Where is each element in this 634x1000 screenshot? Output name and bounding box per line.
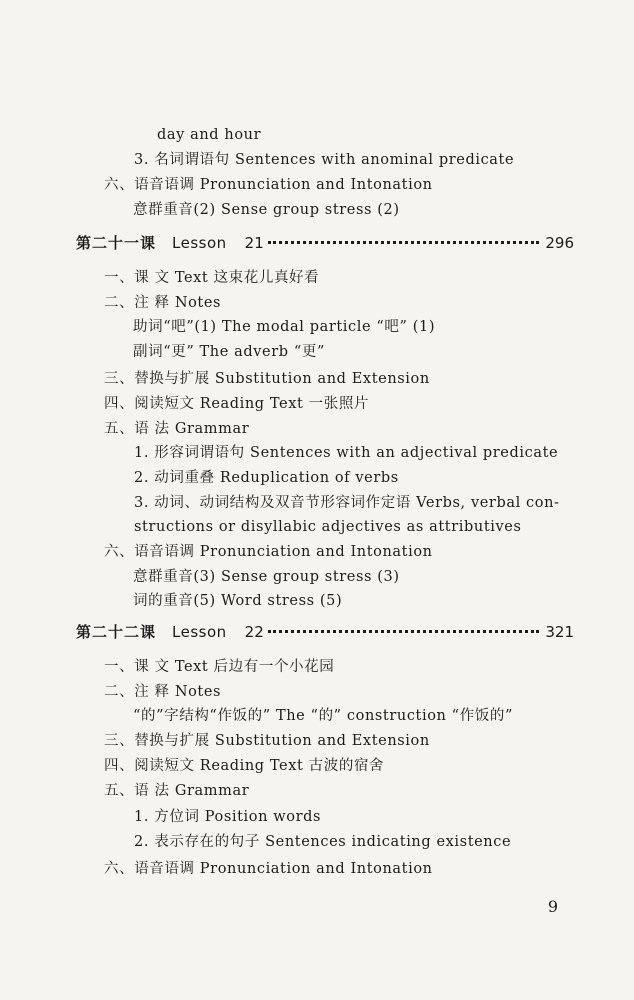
toc-line: 四、阅读短文 Reading Text 一张照片 (104, 396, 370, 412)
toc-line: 2. 表示存在的句子 Sentences indicating existence (134, 834, 512, 850)
toc-line: 二、注 释 Notes (104, 684, 222, 700)
toc-line: day and hour (157, 127, 262, 143)
toc-line: 四、阅读短文 Reading Text 古波的宿舍 (104, 758, 385, 774)
toc-line: 二、注 释 Notes (104, 295, 222, 311)
lesson-21-heading (76, 233, 574, 253)
lesson-page-number: 296 (545, 234, 574, 252)
lesson-cn-title: 第二十一课 (76, 234, 157, 252)
page-number: 9 (547, 897, 558, 916)
toc-line: 一、课 文 Text 这束花儿真好看 (104, 270, 320, 286)
lesson-22-heading (76, 622, 574, 642)
toc-line: structions or disyllabic adjectives as attributives (134, 519, 522, 535)
toc-line: “的”字结构“作饭的” The “的” construction “作饭的” (133, 708, 514, 724)
lesson-number: 22 (244, 623, 264, 641)
toc-line: 3. 动词、动词结构及双音节形容词作定语 Verbs, verbal con- (134, 495, 560, 511)
toc-line: 词的重音(5) Word stress (5) (133, 593, 343, 609)
toc-line: 1. 形容词谓语句 Sentences with an adjectival predicate (134, 445, 559, 461)
dot-leader (268, 241, 540, 244)
lesson-page-number: 321 (545, 623, 574, 641)
toc-line: 六、语音语调 Pronunciation and Intonation (104, 544, 433, 560)
toc-line: 意群重音(3) Sense group stress (3) (133, 569, 400, 585)
toc-line: 2. 动词重叠 Reduplication of verbs (134, 470, 399, 486)
lesson-en-title: Lesson (172, 234, 227, 252)
lesson-number: 21 (244, 234, 264, 252)
toc-line: 一、课 文 Text 后边有一个小花园 (104, 659, 335, 675)
toc-line: 3. 名词谓语句 Sentences with anominal predicate (134, 152, 515, 168)
toc-line: 三、替换与扩展 Substitution and Extension (104, 371, 430, 387)
dot-leader (268, 630, 540, 633)
toc-line: 六、语音语调 Pronunciation and Intonation (104, 861, 433, 877)
toc-line: 1. 方位词 Position words (134, 809, 322, 825)
toc-line: 五、语 法 Grammar (104, 783, 250, 799)
lesson-cn-title: 第二十二课 (76, 623, 157, 641)
toc-line: 助词“吧”(1) The modal particle “吧” (1) (133, 319, 436, 335)
toc-line: 三、替换与扩展 Substitution and Extension (104, 733, 430, 749)
toc-line: 五、语 法 Grammar (104, 421, 250, 437)
toc-line: 意群重音(2) Sense group stress (2) (133, 202, 400, 218)
toc-line: 副词“更” The adverb “更” (133, 344, 325, 360)
toc-line: 六、语音语调 Pronunciation and Intonation (104, 177, 433, 193)
lesson-en-title: Lesson (172, 623, 227, 641)
